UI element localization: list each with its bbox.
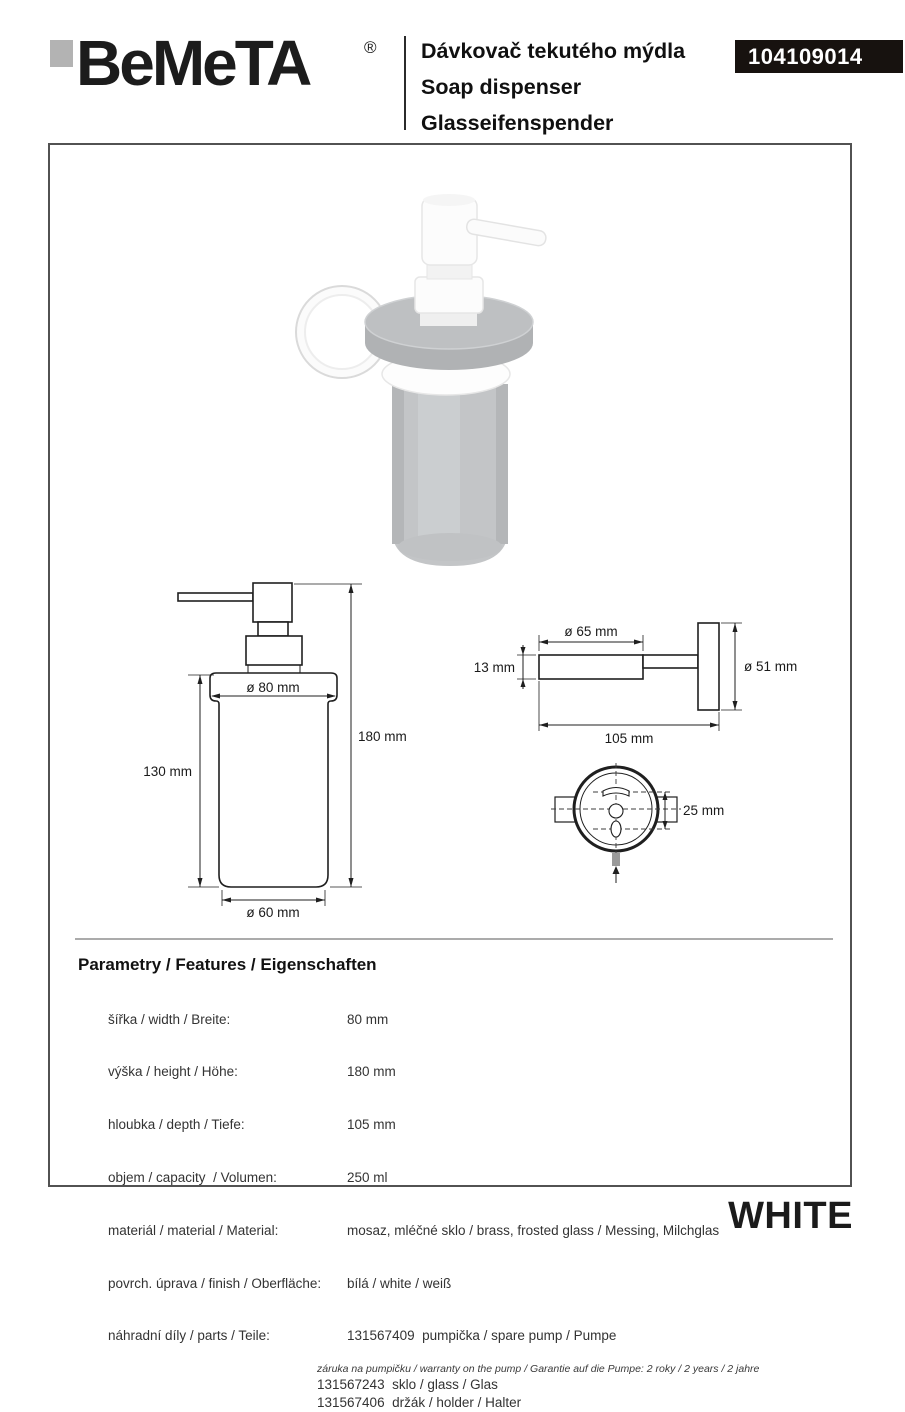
param-label: hloubka / depth / Tiefe: bbox=[108, 1117, 245, 1133]
spare-part-item: 131567243 sklo / glass / Glas bbox=[317, 1377, 498, 1393]
param-value: bílá / white / weiß bbox=[347, 1275, 452, 1291]
content-frame bbox=[48, 143, 852, 1411]
dim-hole-spacing: 25 mm bbox=[683, 803, 725, 818]
table-row bbox=[78, 1257, 818, 1310]
pump-spout bbox=[466, 218, 547, 247]
table-row-parts bbox=[78, 1310, 818, 1363]
parameters-table bbox=[78, 993, 818, 1412]
color-variant-label: WHITE bbox=[728, 1195, 853, 1237]
drawing-pump-collar bbox=[246, 636, 302, 665]
section-divider bbox=[75, 938, 833, 940]
drawing-spout bbox=[178, 593, 253, 601]
product-titles bbox=[421, 33, 685, 141]
drawing-back-view bbox=[545, 755, 740, 887]
drawing-side-view bbox=[470, 585, 820, 755]
product-photo bbox=[268, 192, 568, 582]
param-label: povrch. úprava / finish / Oberfläche: bbox=[108, 1275, 322, 1291]
product-title-en: Soap dispenser bbox=[421, 75, 582, 99]
drawing-holder-arm bbox=[643, 655, 698, 668]
warranty-note: záruka na pumpičku / warranty on the pump / Garantie auf die Pumpe: 2 roky / 2 years / 2 jahre bbox=[317, 1363, 760, 1376]
spare-part-item: 131567406 držák / holder / Halter bbox=[317, 1395, 522, 1411]
product-title-cs: Dávkovač tekutého mýdla bbox=[421, 39, 686, 63]
registered-trademark-icon: ® bbox=[364, 38, 377, 57]
dim-ring-dia: ø 65 mm bbox=[564, 624, 618, 639]
param-label: náhradní díly / parts / Teile: bbox=[108, 1328, 270, 1344]
drawing-oval-hole bbox=[611, 821, 621, 837]
parameters-heading: Parametry / Features / Eigenschaften bbox=[78, 955, 377, 974]
product-code-badge: 104109014 bbox=[735, 40, 903, 73]
dim-depth: 105 mm bbox=[604, 731, 654, 746]
dim-dia-bottom: ø 60 mm bbox=[246, 905, 300, 920]
param-value: mosaz, mléčné sklo / brass, frosted glass / Messing, Milchglas bbox=[347, 1222, 720, 1238]
param-label: šířka / width / Breite: bbox=[108, 1011, 231, 1027]
drawing-front-view bbox=[130, 565, 410, 935]
drawing-bottle-outline bbox=[210, 673, 337, 887]
dim-total-height: 180 mm bbox=[358, 729, 407, 744]
brand-logo: BeMeTA bbox=[76, 27, 310, 99]
dim-plate-dia: ø 51 mm bbox=[744, 659, 798, 674]
param-label: objem / capacity / Volumen: bbox=[108, 1169, 277, 1185]
table-row bbox=[78, 1204, 818, 1257]
dim-body-height: 130 mm bbox=[143, 764, 192, 779]
pump-collar bbox=[415, 277, 483, 313]
param-value: 250 ml bbox=[347, 1169, 388, 1185]
table-row bbox=[78, 1151, 818, 1204]
param-value: 180 mm bbox=[347, 1064, 396, 1080]
param-value: 80 mm bbox=[347, 1011, 389, 1027]
table-row bbox=[78, 993, 818, 1046]
drawing-wall-plate bbox=[698, 623, 719, 710]
param-label: materiál / material / Material: bbox=[108, 1222, 279, 1238]
param-value: 105 mm bbox=[347, 1117, 396, 1133]
drawing-screw-hole bbox=[609, 804, 623, 818]
header-divider bbox=[404, 36, 406, 130]
dim-dia-top: ø 80 mm bbox=[246, 680, 300, 695]
logo-square-icon bbox=[50, 40, 73, 67]
table-row bbox=[78, 1046, 818, 1099]
drawing-pump-head bbox=[253, 583, 292, 622]
product-title-de: Glasseifenspender bbox=[421, 111, 614, 135]
spare-part-item: 131567409 pumpička / spare pump / Pumpe bbox=[347, 1328, 617, 1344]
table-row bbox=[78, 1099, 818, 1152]
drawing-holder-ring bbox=[539, 655, 643, 679]
drawing-set-screw bbox=[612, 853, 620, 866]
param-label: výška / height / Höhe: bbox=[108, 1064, 238, 1080]
dim-ring-thickness: 13 mm bbox=[473, 660, 515, 675]
